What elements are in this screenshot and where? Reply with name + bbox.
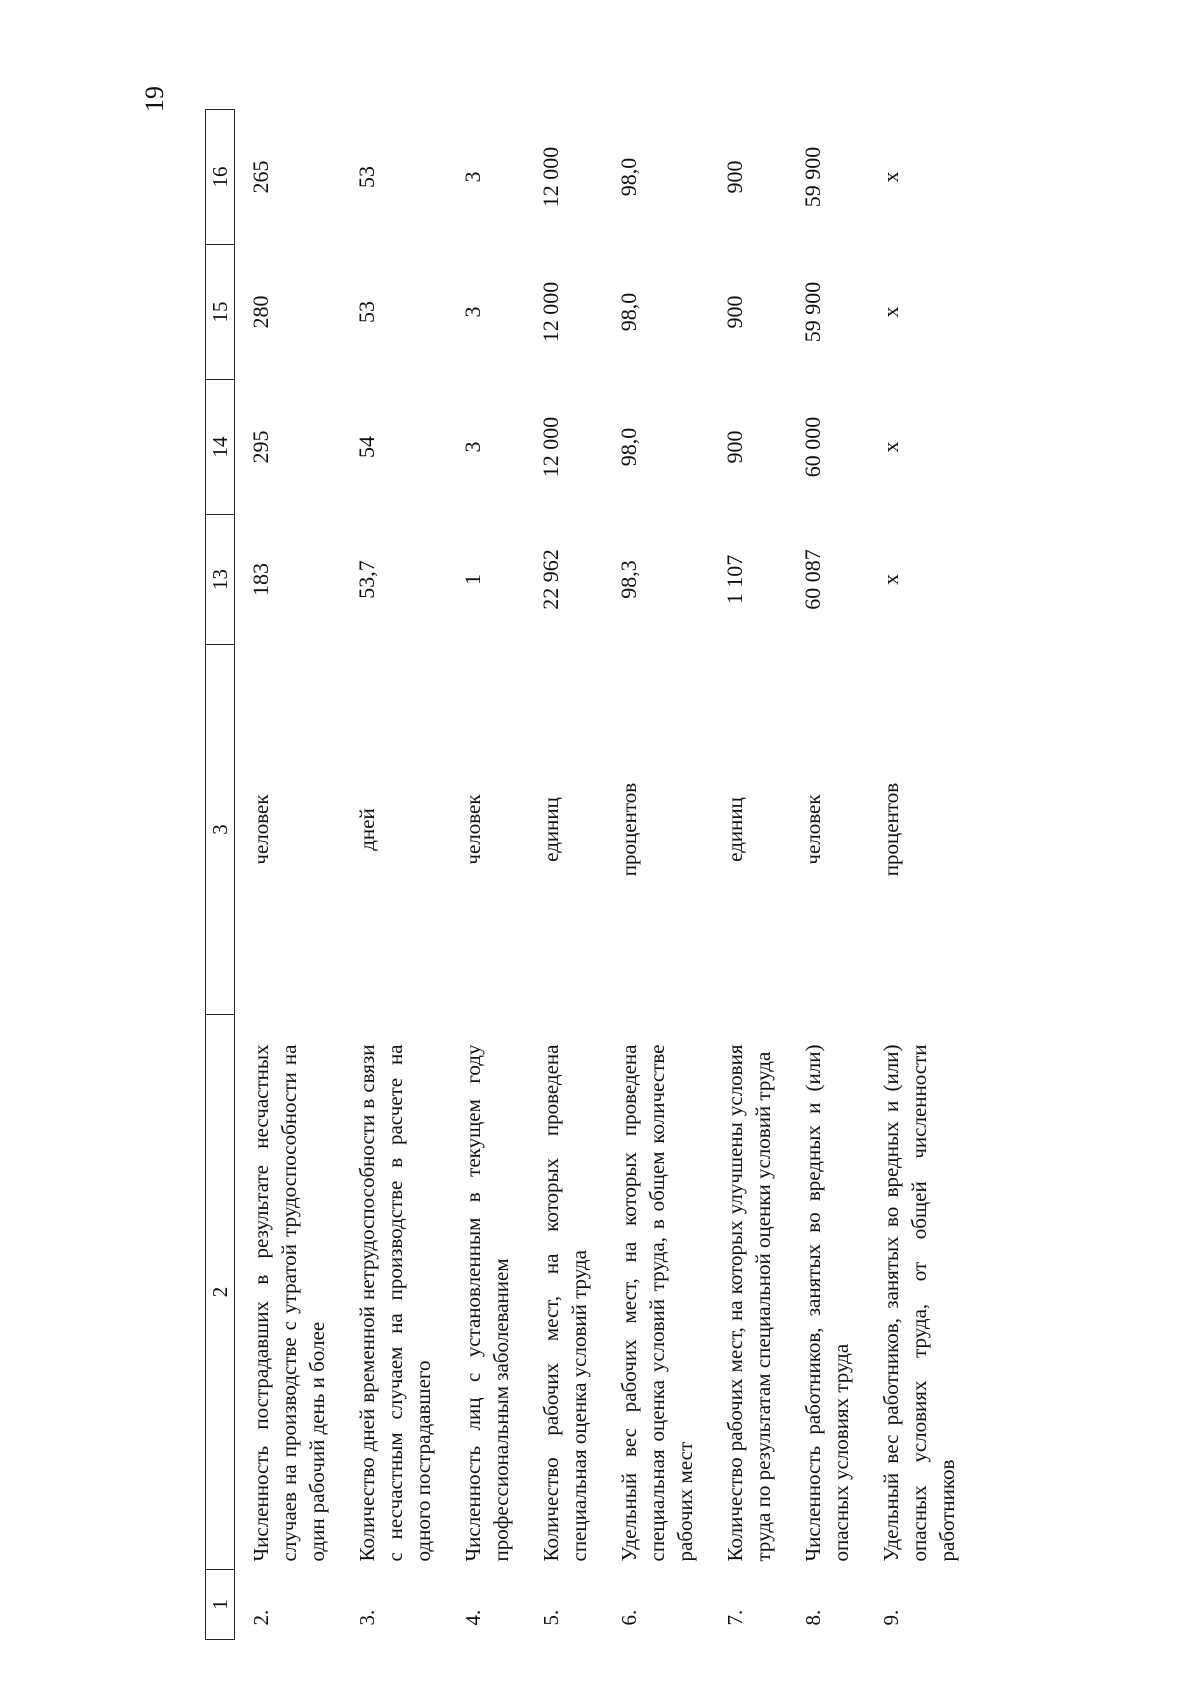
header-row [206,110,235,1640]
row-unit: процентов [879,782,903,877]
row-value-15: 98,0 [616,292,641,332]
row-indicator: Удельный вес работников, занятых во вредных и (или) опасных условиях труда, от общей численности работников [879,1044,959,1562]
row-value-15: 53 [354,301,379,323]
row-value-14: 54 [354,436,379,458]
row-indicator: Численность лиц с установленным в текущем году профессиональным заболеванием [461,1044,513,1562]
row-indicator: Количество рабочих мест, на которых проведена специальная оценка условий труда [539,1044,591,1562]
row-value-16: 3 [460,171,485,183]
row-number: 2. [249,1609,273,1626]
row-number: 7. [723,1609,747,1626]
row-value-13: x [878,574,903,585]
row-unit: человек [801,794,825,865]
table-row [787,110,865,1640]
indicators-table [205,109,971,1640]
row-value-15: 12 000 [538,281,563,343]
row-number: 9. [879,1609,903,1626]
row-indicator: Численность работников, занятых во вредных и (или) опасных условиях труда [801,1044,853,1562]
row-number: 8. [801,1609,825,1626]
row-value-16: 12 000 [538,146,563,208]
row-unit: человек [249,794,273,865]
row-value-14: 12 000 [538,416,563,478]
row-indicator: Количество дней временной нетрудоспособности в связи с несчастным случаем на производстве в расчете на одного пострадавшего [355,1044,435,1562]
table-row [235,110,342,1640]
row-value-13: 22 962 [538,549,563,610]
table-row [709,110,787,1640]
row-value-15: x [878,306,903,318]
row-value-13: 60 087 [800,549,825,610]
row-value-13: 98,3 [616,560,641,599]
row-value-16: 265 [248,160,273,194]
table-row [865,110,971,1640]
row-value-15: 900 [722,295,747,329]
row-value-14: 3 [460,441,485,453]
row-value-16: 98,0 [616,157,641,197]
row-unit: дней [355,808,379,851]
row-value-15: 3 [460,306,485,318]
row-number: 4. [461,1609,485,1626]
header-cell-16: 16 [206,110,235,245]
row-value-16: 900 [722,160,747,194]
row-value-16: 59 900 [800,146,825,208]
table-row [525,110,603,1640]
row-value-14: 295 [248,430,273,464]
row-value-16: x [878,171,903,183]
rotated-table-container [205,110,1200,1640]
row-value-14: x [878,441,903,453]
row-indicator: Удельный вес рабочих мест, на которых проведена специальная оценка условий труда, в общем количестве рабочих мест [617,1044,697,1562]
row-indicator: Численность пострадавших в результате несчастных случаев на производстве с утратой трудоспособности на один рабочий день и более [249,1044,329,1562]
row-unit: процентов [617,782,641,877]
table-row [341,110,447,1640]
row-number: 6. [617,1609,641,1626]
header-cell-2: 2 [206,1015,235,1570]
row-value-13: 1 107 [722,554,747,605]
row-value-14: 900 [722,430,747,464]
row-value-14: 98,0 [616,427,641,467]
row-value-16: 53 [354,166,379,188]
header-cell-15: 15 [206,245,235,380]
row-value-13: 53,7 [354,560,379,599]
header-cell-14: 14 [206,380,235,515]
page-number: 19 [140,86,169,112]
row-value-14: 60 000 [800,416,825,478]
header-cell-13: 13 [206,515,235,645]
row-value-15: 280 [248,295,273,329]
row-unit: единиц [539,797,563,862]
table-row [603,110,709,1640]
row-unit: человек [461,794,485,865]
row-value-13: 183 [248,563,273,596]
header-cell-3: 3 [206,645,235,1015]
row-indicator: Количество рабочих мест, на которых улучшены условия труда по результатам специальной оценки условий труда [723,1044,775,1562]
row-value-13: 1 [460,574,485,585]
row-unit: единиц [723,797,747,862]
row-number: 5. [539,1609,563,1626]
row-number: 3. [355,1609,379,1626]
table-row [447,110,525,1640]
table-body [235,110,972,1640]
row-value-15: 59 900 [800,281,825,343]
header-cell-1: 1 [206,1570,235,1640]
